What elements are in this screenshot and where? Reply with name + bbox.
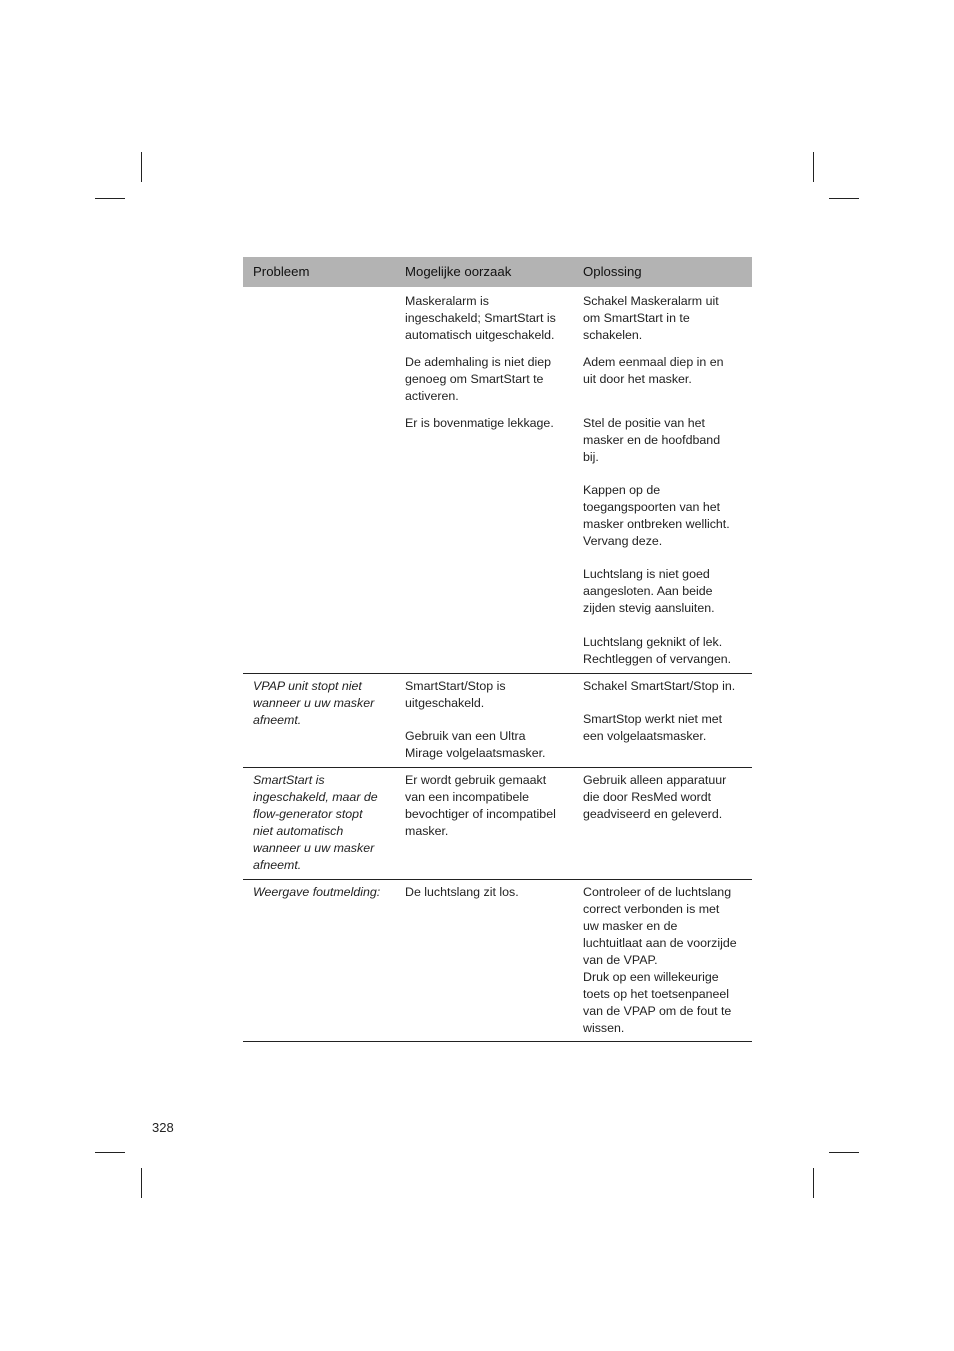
crop-mark [95,1152,125,1153]
table-bottom-rule [243,1041,752,1042]
row-divider [243,879,752,880]
crop-mark [141,1168,142,1198]
crop-mark [813,1168,814,1198]
row-divider [243,673,752,674]
cause-cell: Gebruik van een Ultra Mirage volgelaatsmasker. [405,729,546,760]
row-divider [243,767,752,768]
crop-mark [829,1152,859,1153]
header-cause: Mogelijke oorzaak [405,264,512,279]
solution-cell: Stel de positie van het masker en de hoofdband bij. [583,416,721,464]
cause-cell: SmartStart/Stop is uitgeschakeld. [405,679,506,710]
solution-cell: Luchtslang is niet goed aangesloten. Aan beide zijden stevig aansluiten. [583,567,715,615]
solution-cell: SmartStop werkt niet met een volgelaatsmasker. [583,712,723,743]
problem-cell: Weergave foutmelding: [253,885,381,899]
problem-cell: SmartStart is ingeschakeld, maar de flow-generator stopt niet automatisch wanneer u uw masker afneemt. [253,773,378,872]
cause-cell: De ademhaling is niet diep genoeg om SmartStart te activeren. [405,355,552,403]
solution-cell: Luchtslang geknikt of lek. Rechtleggen of vervangen. [583,635,732,666]
solution-cell: Kappen op de toegangspoorten van het masker ontbreken wellicht. Vervang deze. [583,483,730,548]
solution-cell: Schakel SmartStart/Stop in. [583,679,736,693]
solution-cell: Adem eenmaal diep in en uit door het masker. [583,355,724,386]
cause-cell: Er is bovenmatige lekkage. [405,416,554,430]
cause-cell: Maskeralarm is ingeschakeld; SmartStart is automatisch uitgeschakeld. [405,294,556,342]
header-solution: Oplossing [583,264,642,279]
header-problem: Probleem [253,264,310,279]
solution-cell: Controleer of de luchtslang correct verbonden is met uw masker en de luchtuitlaat aan de voorzijde van de VPAP. Druk op een willekeurige toets op het toetsenpaneel van de VPAP om de fout te wissen. [583,885,737,1035]
solution-cell: Schakel Maskeralarm uit om SmartStart in te schakelen. [583,294,719,342]
problem-cell: VPAP unit stopt niet wanneer u uw masker afneemt. [253,679,375,727]
crop-mark [141,152,142,182]
cause-cell: Er wordt gebruik gemaakt van een incompatibele bevochtiger of incompatibel masker. [405,773,556,838]
page-number: 328 [152,1120,174,1135]
crop-mark [829,198,859,199]
crop-mark [95,198,125,199]
solution-cell: Gebruik alleen apparatuur die door ResMed wordt geadviseerd en geleverd. [583,773,727,821]
cause-cell: De luchtslang zit los. [405,885,519,899]
crop-mark [813,152,814,182]
